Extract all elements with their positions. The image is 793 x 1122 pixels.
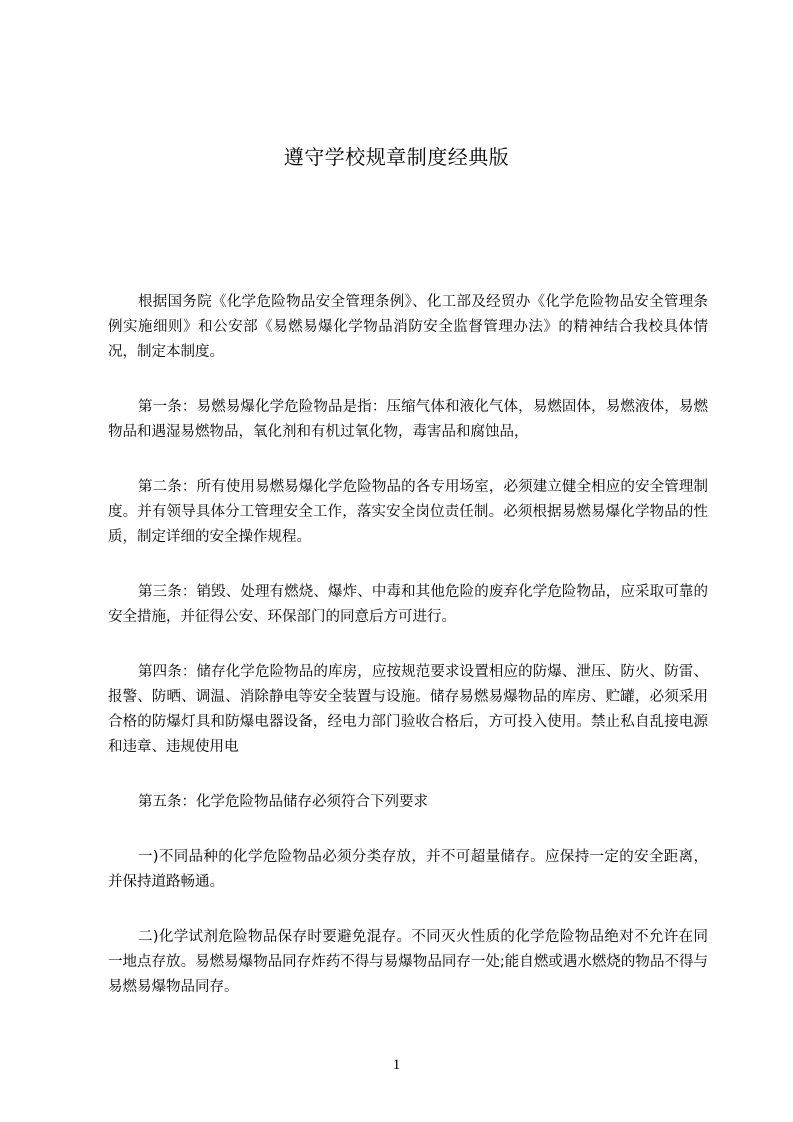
document-title: 遵守学校规章制度经典版: [283, 145, 510, 169]
paragraph-article-5: 第五条：化学危险物品储存必须符合下列要求: [138, 794, 428, 810]
paragraph-article-4: 第四条：储存化学危险物品的库房，应按规范要求设置相应的防爆、泄压、防火、防雷、报警、防晒、调温、消除静电等安全装置与设施。储存易燃易爆物品的库房、贮罐，必须采用合格的防爆灯具和防爆电器设备，经电力部门验收合格后，方可投入使用。禁止私自乱接电源和违章、违规使用电: [108, 664, 708, 755]
paragraph-item-2: 二)化学试剂危险物品保存时要避免混存。不同灭火性质的化学危险物品绝对不允许在同一地点存放。易燃易爆物品同存炸药不得与易爆物品同存一处;能自燃或遇水燃烧的物品不得与易燃易爆物品同存。: [108, 929, 708, 995]
paragraph-article-2: 第二条：所有使用易燃易爆化学危险物品的各专用场室，必须建立健全相应的安全管理制度。并有领导具体分工管理安全工作，落实安全岗位责任制。必须根据易燃易爆化学物品的性质，制定详细的安全操作规程。: [108, 479, 708, 545]
document-body: [108, 290, 708, 1000]
paragraph-article-3: 第三条：销毁、处理有燃烧、爆炸、中毒和其他危险的废弃化学危险物品，应采取可靠的安全措施，并征得公安、环保部门的同意后方可进行。: [108, 584, 708, 625]
paragraph-article-1: 第一条：易燃易爆化学危险物品是指：压缩气体和液化气体，易燃固体，易燃液体，易燃物品和遇湿易燃物品，氧化剂和有机过氧化物，毒害品和腐蚀品，: [108, 399, 708, 440]
paragraph-intro: 根据国务院《化学危险物品安全管理条例》、化工部及经贸办《化学危险物品安全管理条例实施细则》和公安部《易燃易爆化学物品消防安全监督管理办法》的精神结合我校具体情况，制定本制度。: [108, 294, 708, 360]
paragraph-item-1: 一)不同品种的化学危险物品必须分类存放，并不可超量储存。应保持一定的安全距离，并保持道路畅通。: [108, 849, 708, 890]
page-number: 1: [392, 1057, 401, 1073]
